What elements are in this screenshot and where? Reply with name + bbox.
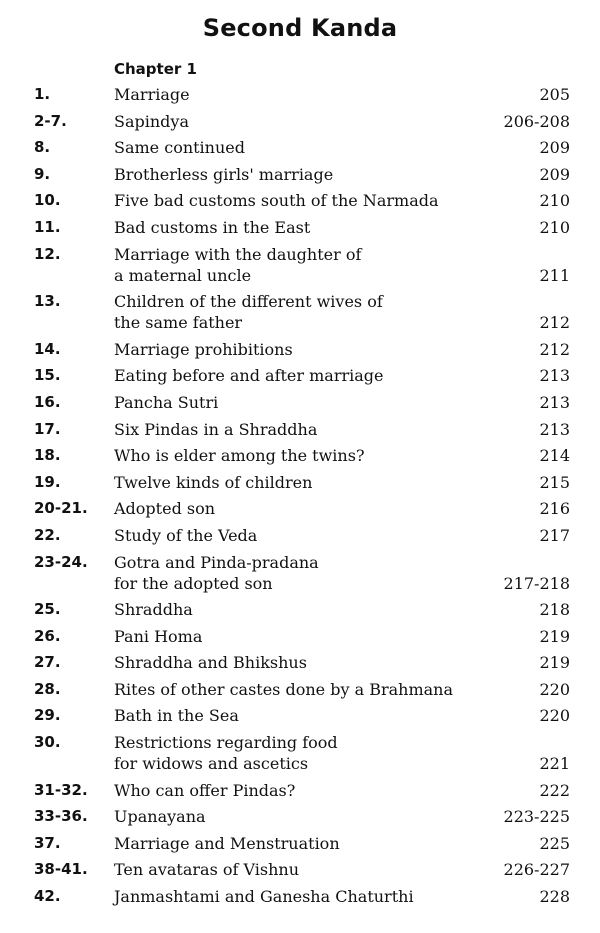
entry-title-line: Bath in the Sea	[114, 706, 239, 726]
chapter-heading: Chapter 1	[114, 60, 197, 78]
entry-page-number: 217	[539, 525, 570, 545]
toc-entry	[0, 392, 600, 413]
entry-title-continuation: for widows and ascetics	[114, 754, 309, 774]
entry-number: 2-7.	[34, 111, 67, 130]
entry-page-number: 219	[539, 626, 570, 646]
entry-number: 38-41.	[34, 860, 88, 879]
toc-entry	[0, 84, 600, 105]
entry-title-line: Who is elder among the twins?	[114, 446, 365, 466]
entry-title	[114, 84, 190, 105]
toc-entry	[0, 859, 600, 880]
toc-entry	[0, 705, 600, 726]
toc-entry	[0, 806, 600, 827]
entry-title-line: Six Pindas in a Shraddha	[114, 419, 318, 439]
entry-title	[114, 679, 453, 700]
entry-title-line: Ten avataras of Vishnu	[114, 860, 300, 880]
entry-number: 25.	[34, 600, 61, 619]
toc-entry	[0, 472, 600, 493]
entry-title-continuation: the same father	[114, 313, 243, 333]
entry-number: 18.	[34, 446, 61, 465]
entry-number: 8.	[34, 138, 51, 157]
entry-number: 16.	[34, 392, 61, 411]
toc-entry	[0, 217, 600, 238]
entry-page-number: 213	[539, 419, 570, 439]
toc-entry	[0, 599, 600, 620]
entry-title-line: Twelve kinds of children	[114, 472, 313, 492]
entry-title-line: Rites of other castes done by a Brahmana	[114, 679, 454, 699]
table-of-contents	[0, 84, 600, 913]
entry-number: 11.	[34, 217, 61, 236]
entry-number: 31-32.	[34, 780, 88, 799]
entry-title	[114, 392, 218, 413]
toc-entry	[0, 780, 600, 801]
entry-title-line: Marriage	[114, 85, 190, 104]
entry-number: 28.	[34, 679, 61, 698]
entry-page-number: 209	[539, 164, 570, 184]
entry-title-line: Eating before and after marriage	[114, 366, 384, 386]
entry-page-number: 218	[539, 600, 570, 620]
toc-entry	[0, 419, 600, 440]
entry-number: 17.	[34, 419, 61, 438]
entry-number: 19.	[34, 472, 61, 491]
entry-title-line: Brotherless girls' marriage	[114, 164, 334, 184]
entry-page-number: 226-227	[503, 860, 570, 880]
entry-title	[114, 137, 245, 158]
entry-title	[114, 365, 384, 386]
toc-entry	[0, 365, 600, 386]
toc-entry	[0, 626, 600, 647]
entry-page-number: 209	[539, 138, 570, 158]
entry-title	[114, 886, 414, 907]
entry-page-number: 215	[539, 472, 570, 492]
entry-number: 37.	[34, 833, 61, 852]
entry-page-number: 206-208	[503, 111, 570, 131]
entry-title-line: Study of the Veda	[114, 525, 258, 545]
toc-entry	[0, 445, 600, 466]
toc-entry	[0, 111, 600, 132]
entry-number: 23-24.	[34, 552, 88, 571]
entry-number: 26.	[34, 626, 61, 645]
entry-title	[114, 806, 206, 827]
entry-title-line: Upanayana	[114, 807, 206, 827]
entry-number: 22.	[34, 525, 61, 544]
entry-title	[114, 780, 295, 801]
toc-entry	[0, 190, 600, 211]
entry-title-line: Janmashtami and Ganesha Chaturthi	[114, 887, 414, 907]
entry-page-number: 211	[539, 265, 570, 285]
entry-title-line: Pancha Sutri	[114, 392, 219, 412]
entry-number: 42.	[34, 887, 61, 906]
entry-title-continuation: a maternal uncle	[114, 265, 252, 285]
entry-title-line: Marriage with the daughter of	[114, 244, 362, 264]
entry-title	[114, 190, 439, 211]
entry-title-line: Five bad customs south of the Narmada	[114, 191, 439, 211]
entry-title-line: Bad customs in the East	[114, 217, 311, 237]
entry-title	[114, 291, 383, 333]
entry-number: 33-36.	[34, 807, 88, 826]
entry-title	[114, 599, 193, 620]
entry-title	[114, 339, 293, 360]
toc-entry	[0, 339, 600, 360]
entry-page-number: 222	[539, 780, 570, 800]
entry-title	[114, 552, 319, 594]
entry-title-line: Marriage prohibitions	[114, 339, 293, 359]
entry-page-number: 216	[539, 499, 570, 519]
entry-title	[114, 472, 312, 493]
kanda-title: Second Kanda	[202, 14, 398, 42]
entry-number: 30.	[34, 733, 61, 752]
toc-entry	[0, 732, 600, 774]
toc-entry	[0, 498, 600, 519]
entry-title-line: Shraddha and Bhikshus	[114, 653, 307, 673]
toc-entry	[0, 244, 600, 286]
entry-page-number: 220	[539, 706, 570, 726]
entry-title	[114, 498, 215, 519]
entry-title	[114, 217, 310, 238]
entry-page-number: 213	[539, 392, 570, 412]
entry-number: 20-21.	[34, 499, 88, 518]
entry-page-number: 220	[539, 679, 570, 699]
entry-number: 9.	[34, 164, 51, 183]
entry-page-number: 212	[539, 339, 570, 359]
entry-title-line: Marriage and Menstruation	[114, 833, 340, 853]
entry-number: 12.	[34, 244, 61, 263]
entry-title	[114, 732, 338, 774]
entry-title	[114, 705, 239, 726]
entry-title	[114, 244, 361, 286]
entry-title-line: Same continued	[114, 138, 245, 158]
entry-page-number: 221	[539, 754, 570, 774]
entry-title-line: Shraddha	[114, 600, 193, 620]
toc-entry	[0, 164, 600, 185]
entry-title-line: Who can offer Pindas?	[114, 780, 296, 800]
entry-title	[114, 652, 307, 673]
entry-number: 14.	[34, 339, 61, 358]
entry-page-number: 205	[539, 85, 570, 104]
entry-number: 27.	[34, 653, 61, 672]
entry-page-number: 228	[539, 887, 570, 907]
entry-title	[114, 859, 299, 880]
entry-page-number: 223-225	[503, 807, 570, 827]
entry-page-number: 210	[539, 217, 570, 237]
entry-title-continuation: for the adopted son	[114, 573, 273, 593]
entry-page-number: 219	[539, 653, 570, 673]
toc-entry	[0, 886, 600, 907]
entry-title	[114, 111, 189, 132]
entry-number: 13.	[34, 292, 61, 311]
entry-title	[114, 445, 365, 466]
toc-entry	[0, 652, 600, 673]
entry-page-number: 213	[539, 366, 570, 386]
entry-page-number: 225	[539, 833, 570, 853]
entry-title-line: Pani Homa	[114, 626, 203, 646]
toc-entry	[0, 679, 600, 700]
toc-entry	[0, 525, 600, 546]
entry-title-line: Sapindya	[114, 111, 189, 131]
toc-entry	[0, 833, 600, 854]
entry-title	[114, 833, 340, 854]
entry-title-line: Adopted son	[114, 499, 216, 519]
entry-title-line: Gotra and Pinda-pradana	[114, 552, 319, 572]
entry-title	[114, 419, 317, 440]
entry-number: 29.	[34, 706, 61, 725]
entry-title	[114, 164, 333, 185]
entry-title	[114, 626, 202, 647]
toc-entry	[0, 137, 600, 158]
entry-number: 1.	[34, 85, 51, 103]
toc-entry	[0, 552, 600, 594]
entry-title-line: Children of the different wives of	[114, 292, 383, 312]
entry-title	[114, 525, 257, 546]
entry-page-number: 217-218	[503, 573, 570, 593]
entry-page-number: 210	[539, 191, 570, 211]
toc-entry	[0, 291, 600, 333]
entry-page-number: 212	[539, 313, 570, 333]
entry-number: 10.	[34, 191, 61, 210]
entry-title-line: Restrictions regarding food	[114, 733, 338, 753]
entry-page-number: 214	[539, 446, 570, 466]
entry-number: 15.	[34, 366, 61, 385]
